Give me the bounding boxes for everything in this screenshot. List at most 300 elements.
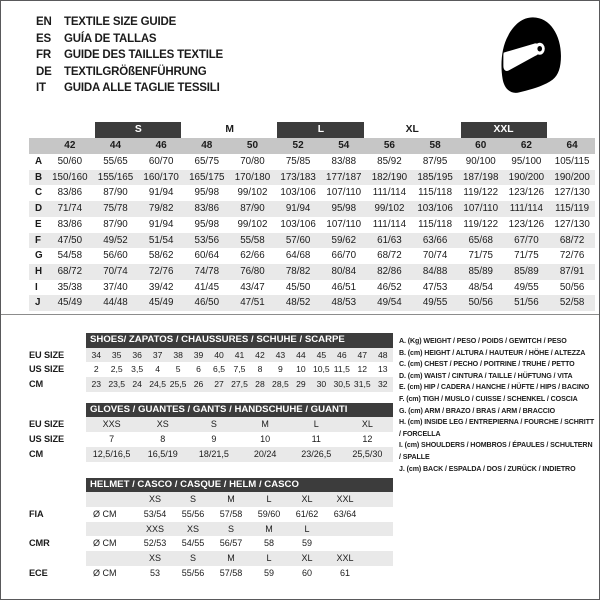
measure-value: 87/95 [422, 156, 448, 167]
measure-value: 95/100 [511, 156, 542, 167]
measure-value: 95/98 [194, 218, 220, 230]
measure-value: 91/94 [275, 201, 321, 217]
shoes-section [29, 333, 393, 392]
measure-value: 63/66 [412, 233, 458, 249]
gloves-row [86, 432, 393, 447]
helmet-label-gap [29, 522, 86, 537]
gloves-row-label: EU SIZE [29, 419, 65, 430]
helmet-size-cell [326, 522, 364, 537]
measure-row-e [29, 217, 595, 233]
shoes-row-label: EU SIZE [29, 349, 65, 360]
shoes-row [86, 348, 393, 363]
measure-letter: D [29, 201, 47, 217]
helmet-values-row [86, 507, 393, 522]
shoes-cell: 32 [377, 379, 388, 390]
measurement-legend [393, 333, 595, 580]
language-title: GUIDE DES TAILLES TEXTILE [64, 49, 223, 61]
shoes-cell: 5 [175, 364, 181, 375]
size-column-header: 64 [549, 138, 595, 154]
measure-value: 57/60 [275, 233, 321, 249]
shoes-cell: 11,5 [333, 364, 350, 375]
measure-value: 50/60 [57, 156, 83, 167]
helmet-value-cell: 59/60 [257, 508, 281, 519]
gloves-cell: 12 [362, 434, 373, 445]
legend-item: E. (cm) HIP / CADERA / HANCHE / HÜFTE / HIPS / BACINO [399, 383, 590, 392]
shoes-cell: 26 [193, 379, 204, 390]
racing-helmet-icon [494, 14, 566, 104]
helmet-size-cell: L [266, 494, 272, 505]
measure-value: 119/122 [463, 187, 499, 199]
gloves-labels-spacer [29, 403, 86, 418]
measure-value: 35/38 [57, 281, 83, 293]
shoes-cell: 3,5 [131, 364, 144, 375]
helmet-size-cell: L [266, 552, 272, 563]
measure-value: 61/63 [367, 233, 413, 249]
measure-value: 70/74 [422, 250, 448, 262]
measure-value: 58/62 [148, 250, 174, 262]
language-title-list [36, 14, 223, 97]
helmet-filler-cell [364, 536, 393, 551]
measure-value: 87/90 [103, 218, 128, 230]
shoes-cell: 35 [111, 349, 122, 360]
measure-letter: J [29, 295, 47, 311]
size-column-header: 60 [458, 138, 504, 154]
measure-value: 123/126 [508, 218, 545, 230]
helmet-size-cell: S [189, 494, 196, 505]
measure-value: 80/84 [321, 264, 367, 280]
gloves-section-title: GLOVES / GUANTES / GANTS / HANDSCHUHE / GUANTI [86, 403, 393, 418]
measure-value: 59/62 [321, 233, 367, 249]
helmet-size-cell: XXS [145, 523, 164, 534]
helmet-size-cell: L [304, 523, 310, 534]
gloves-cell: 11 [311, 434, 321, 445]
shoes-cell: 44 [296, 349, 306, 360]
helmet-value-cell: 59 [263, 567, 274, 578]
language-row [36, 80, 223, 97]
measure-value: 41/45 [194, 281, 220, 293]
measure-value: 107/110 [458, 201, 504, 217]
measure-row-j [29, 295, 595, 311]
shoes-table [86, 333, 393, 392]
helmet-filler-cell [364, 551, 393, 566]
measure-value: 76/80 [230, 264, 276, 280]
measure-value: 165/175 [184, 170, 230, 186]
header [36, 14, 223, 97]
shoes-cell: 24 [132, 379, 142, 390]
gloves-cell: 10 [260, 434, 271, 445]
shoes-cell: 42 [255, 349, 265, 360]
measure-value: 83/88 [331, 156, 357, 167]
measure-row-i [29, 280, 595, 296]
legend-item: A. (Kg) WEIGHT / PESO / POIDS / GEWITCH / PESO [399, 337, 567, 345]
language-code: DE [36, 65, 52, 78]
helmet-table [86, 478, 393, 581]
measure-row-d [29, 201, 595, 217]
measure-value: 71/74 [47, 201, 93, 217]
helmet-rows [86, 492, 393, 580]
gloves-table [86, 403, 393, 462]
size-column-header: 46 [138, 138, 184, 154]
legend-item: C. (cm) CHEST / PECHO / POITRINE / TRUHE / PETTO [399, 360, 575, 369]
helmet-sizes-row [86, 522, 393, 537]
helmet-size-cell: XXL [336, 552, 354, 563]
helmet-empty-cell [86, 492, 136, 507]
helmet-value-cell: 53/54 [143, 508, 167, 519]
measure-value: 83/86 [57, 187, 83, 199]
measure-value: 107/110 [326, 218, 362, 230]
measure-value: 45/49 [47, 295, 93, 311]
shoes-cell: 38 [173, 349, 183, 360]
measure-value: 170/180 [230, 170, 276, 186]
gloves-row-label: US SIZE [29, 434, 65, 445]
size-group-l: L [275, 122, 366, 138]
shoes-cell: 23,5 [108, 379, 126, 390]
size-group-s: S [93, 122, 184, 138]
measure-value: 82/86 [367, 264, 413, 280]
gloves-cell: M [261, 419, 269, 430]
measure-value: 49/55 [514, 281, 539, 293]
shoes-cell: 8 [257, 364, 263, 375]
language-row [36, 64, 223, 81]
measure-value: 79/82 [138, 201, 184, 217]
language-row [36, 31, 223, 48]
measure-value: 48/54 [468, 281, 493, 293]
helmet-standard-label: CMR [29, 538, 50, 549]
gloves-cell: 8 [160, 434, 166, 445]
helmet-value-cell: 61/62 [295, 508, 319, 519]
helmet-empty-cell [86, 551, 136, 566]
gloves-cell: S [210, 419, 217, 430]
measure-value: 64/68 [285, 250, 311, 262]
measure-value: 95/98 [321, 201, 367, 217]
measure-value: 49/54 [367, 295, 413, 311]
language-title: TEXTILGRÖßENFÜHRUNG [64, 65, 207, 78]
measure-value: 127/130 [554, 218, 590, 230]
measure-value: 190/200 [504, 170, 550, 186]
measure-value: 66/70 [331, 250, 357, 262]
measure-letter: I [35, 281, 38, 293]
legend-item: F. (cm) TIGH / MUSLO / CUISSE / SCHENKEL / COSCIA [399, 394, 578, 403]
measure-row-g [29, 248, 595, 264]
measure-value: 46/52 [377, 281, 402, 293]
legend-item: I. (cm) SHOULDERS / HOMBROS / ÉPAULES / SCHULTERN / SPALLE [399, 441, 593, 461]
language-title: GUIDA ALLE TAGLIE TESSILI [64, 82, 220, 94]
measure-value: 55/65 [103, 156, 128, 167]
shoes-cell: 4 [155, 364, 161, 375]
measure-value: 46/50 [184, 295, 230, 311]
shoes-cell: 29 [296, 379, 306, 390]
measure-value: 60/64 [194, 250, 220, 262]
helmet-section-title: HELMET / CASCO / CASQUE / HELM / CASCO [86, 478, 393, 493]
measure-value: 46/51 [331, 281, 357, 293]
shoes-section-title: SHOES/ ZAPATOS / CHAUSSURES / SCHUHE / SCARPE [86, 333, 393, 348]
measure-value: 54/58 [57, 250, 83, 262]
measure-value: 49/52 [93, 233, 139, 249]
measure-letter: E [35, 218, 42, 230]
helmet-value-cell: 61 [339, 567, 350, 578]
measure-value: 51/56 [504, 295, 550, 311]
helmet-value-cell: 59 [301, 538, 312, 549]
helmet-filler-cell [364, 507, 393, 522]
group-edge-spacer [29, 122, 93, 138]
measure-value: 115/118 [418, 218, 453, 230]
measure-value: 111/114 [372, 218, 407, 230]
measure-value: 47/51 [230, 295, 276, 311]
gloves-row [86, 417, 393, 432]
measure-value: 56/60 [103, 250, 128, 262]
size-column-header: 58 [412, 138, 458, 154]
shoes-cell: 10 [296, 364, 306, 375]
shoes-cell: 24,5 [149, 379, 166, 390]
shoes-row [86, 362, 393, 377]
gloves-cell: XXS [102, 419, 121, 430]
shoes-cell: 47 [357, 349, 368, 360]
measure-row-h [29, 264, 595, 280]
legend-item: D. (cm) WAIST / CINTURA / TAILLE / HÜFTUNG / VITA [399, 371, 573, 380]
measure-value: 111/114 [504, 201, 550, 217]
measure-value: 103/106 [280, 187, 316, 199]
measure-value: 99/102 [237, 218, 268, 230]
helmet-section [29, 478, 393, 581]
shoes-cell: 27,5 [231, 379, 248, 390]
measure-value: 65/75 [194, 156, 220, 167]
size-column-header: 56 [367, 138, 413, 154]
helmet-value-cell: 53 [149, 567, 160, 578]
measure-value: 105/115 [554, 156, 590, 167]
measure-value: 150/160 [47, 170, 93, 186]
shoes-row-labels [29, 333, 86, 392]
helmet-value-cell: 57/58 [219, 567, 243, 578]
shoes-cell: 28,5 [272, 379, 289, 390]
measure-value: 103/106 [280, 218, 316, 230]
helmet-size-cell: XS [148, 552, 161, 563]
helmet-filler-cell [364, 492, 393, 507]
shoes-cell: 39 [193, 349, 204, 360]
helmet-labels-spacer [29, 478, 86, 493]
measure-value: 187/198 [458, 170, 504, 186]
measure-row-c [29, 185, 595, 201]
helmet-unit-cell: Ø CM [93, 508, 117, 519]
measure-value: 78/82 [275, 264, 321, 280]
shoes-cell: 45 [316, 349, 327, 360]
helmet-values-row [86, 536, 393, 551]
shoes-cell: 46 [337, 349, 347, 360]
size-column-header: 44 [93, 138, 139, 154]
size-group-m: M [225, 124, 234, 135]
language-code: ES [36, 32, 51, 45]
measure-value: 47/50 [47, 233, 93, 249]
shoes-cell: 41 [234, 349, 245, 360]
measure-value: 99/102 [367, 201, 413, 217]
group-edge-spacer [549, 122, 595, 138]
helmet-filler-cell [364, 522, 393, 537]
measure-value: 48/52 [275, 295, 321, 311]
shoes-cell: 6,5 [213, 364, 225, 375]
horizontal-divider [1, 314, 600, 315]
shoes-cell: 2 [93, 364, 99, 375]
gloves-cell: 16,5/19 [147, 448, 178, 459]
measure-value: 44/48 [93, 295, 139, 311]
language-title: TEXTILE SIZE GUIDE [64, 16, 177, 28]
measure-value: 51/54 [138, 233, 184, 249]
measure-value: 55/58 [230, 233, 276, 249]
shoes-cell: 30,5 [333, 379, 351, 390]
measure-value: 115/119 [549, 201, 595, 217]
gloves-cell: 12,5/16,5 [92, 448, 131, 459]
measure-value: 123/126 [508, 187, 545, 199]
shoes-cell: 10,5 [312, 364, 330, 375]
size-column-header: 52 [275, 138, 321, 154]
measure-value: 99/102 [237, 187, 268, 199]
shoes-cell: 2,5 [110, 364, 123, 375]
measure-value: 75/85 [285, 156, 311, 167]
measure-value: 67/70 [504, 233, 550, 249]
helmet-size-cell: XS [186, 523, 199, 534]
measure-value: 87/90 [103, 187, 128, 199]
language-row [36, 47, 223, 64]
gloves-cell: 7 [109, 434, 115, 445]
helmet-size-cell: M [227, 494, 235, 505]
size-header-row [29, 138, 595, 154]
helmet-standard-label: FIA [29, 508, 44, 519]
measure-value: 173/183 [275, 170, 321, 186]
language-title: GUÍA DE TALLAS [64, 32, 157, 45]
helmet-value-cell: 55/56 [181, 567, 205, 578]
helmet-size-cell: XXL [336, 494, 354, 505]
gloves-cell: L [313, 419, 319, 430]
size-header-corner [29, 138, 47, 154]
legend-item: H. (cm) INSIDE LEG / ENTREPIERNA / FOURCHE / SCHRITT / FORCELLA [399, 418, 595, 438]
measure-value: 74/78 [184, 264, 230, 280]
gloves-cell: 23/26,5 [301, 448, 332, 459]
language-code: FR [36, 49, 51, 61]
measure-value: 111/114 [372, 187, 407, 199]
measure-value: 70/80 [240, 156, 265, 167]
gloves-section [29, 403, 393, 462]
measure-value: 72/76 [138, 264, 184, 280]
measure-value: 68/72 [549, 233, 595, 249]
gloves-row-labels [29, 403, 86, 462]
helmet-size-cell: M [265, 523, 273, 534]
measure-value: 50/56 [458, 295, 504, 311]
shoes-row [86, 377, 393, 392]
shoes-cell: 36 [132, 349, 142, 360]
shoes-cell: 6 [196, 364, 201, 375]
helmet-filler-cell [364, 566, 393, 581]
helmet-label-gap [29, 551, 86, 566]
measure-value: 70/74 [93, 264, 139, 280]
measure-value: 91/94 [148, 218, 174, 230]
shoes-cell: 12 [357, 364, 368, 375]
helmet-size-cell: M [227, 552, 235, 563]
gloves-cell: 20/24 [253, 448, 277, 459]
shoes-row-label: US SIZE [29, 364, 65, 375]
helmet-sizes-row [86, 551, 393, 566]
helmet-size-cell: XL [301, 552, 313, 563]
measure-value: 43/47 [240, 281, 265, 293]
measure-value: 119/122 [463, 218, 499, 230]
measure-value: 52/58 [549, 295, 595, 311]
sections-column [29, 333, 393, 580]
size-group-row [29, 122, 595, 138]
bottom-area [29, 333, 595, 580]
legend-item: G. (cm) ARM / BRAZO / BRAS / ARM / BRACCIO [399, 406, 556, 415]
measure-value: 75/78 [93, 201, 139, 217]
shoes-cell: 13 [377, 364, 388, 375]
measure-value: 83/86 [57, 218, 83, 230]
gloves-row-label: CM [29, 448, 44, 459]
measure-value: 84/88 [412, 264, 458, 280]
gloves-cell: XL [361, 419, 373, 430]
measure-value: 37/40 [103, 281, 128, 293]
gloves-cell: XS [156, 419, 169, 430]
measure-letter: G [35, 250, 43, 262]
measure-value: 155/165 [93, 170, 139, 186]
shoes-cell: 37 [152, 349, 163, 360]
measure-value: 103/106 [412, 201, 458, 217]
helmet-row-labels [29, 478, 86, 581]
helmet-value-cell: 60 [301, 567, 312, 578]
shoes-cell: 48 [377, 349, 388, 360]
shoes-cell: 25,5 [169, 379, 187, 390]
shoes-cell: 7,5 [233, 364, 246, 375]
measure-value: 68/72 [47, 264, 93, 280]
shoes-cell: 31,5 [353, 379, 371, 390]
measure-value: 185/195 [412, 170, 458, 186]
main-size-table-body [29, 122, 595, 311]
size-group-xxl: XXL [458, 122, 549, 138]
helmet-values-row [86, 566, 393, 581]
helmet-unit-cell: Ø CM [93, 538, 117, 549]
shoes-rows [86, 348, 393, 392]
measure-value: 85/89 [458, 264, 504, 280]
measure-value: 85/92 [377, 156, 402, 167]
measure-row-a [29, 154, 595, 170]
shoes-cell: 34 [91, 349, 101, 360]
measure-value: 85/89 [504, 264, 550, 280]
shoes-cell: 27 [214, 379, 224, 390]
measure-value: 45/50 [285, 281, 311, 293]
measure-value: 65/68 [458, 233, 504, 249]
measure-value: 87/91 [549, 264, 595, 280]
measure-value: 47/53 [422, 281, 448, 293]
measure-row-f [29, 233, 595, 249]
language-code: EN [36, 16, 52, 28]
language-code: IT [36, 82, 46, 94]
measure-value: 90/100 [465, 156, 496, 167]
measure-value: 71/75 [468, 250, 493, 262]
legend-item: B. (cm) HEIGHT / ALTURA / HAUTEUR / HÖHE / ALTEZZA [399, 348, 586, 357]
helmet-value-cell: 57/58 [219, 508, 243, 519]
measure-value: 127/130 [554, 187, 590, 199]
gloves-rows [86, 417, 393, 461]
size-column-header: 62 [504, 138, 550, 154]
helmet-size-cell: S [189, 552, 196, 563]
measure-value: 83/86 [184, 201, 230, 217]
measure-value: 45/49 [138, 295, 184, 311]
measure-value: 53/56 [184, 233, 230, 249]
measure-value: 49/55 [412, 295, 458, 311]
measure-value: 87/90 [230, 201, 276, 217]
measure-value: 72/76 [559, 250, 585, 262]
shoes-cell: 30 [316, 379, 327, 390]
measure-row-b [29, 170, 595, 186]
measure-value: 48/53 [321, 295, 367, 311]
helmet-size-cell: XL [301, 494, 313, 505]
helmet-size-cell: XS [148, 494, 161, 505]
gloves-cell: 18/21,5 [198, 448, 229, 459]
helmet-unit-cell: Ø CM [93, 567, 117, 578]
